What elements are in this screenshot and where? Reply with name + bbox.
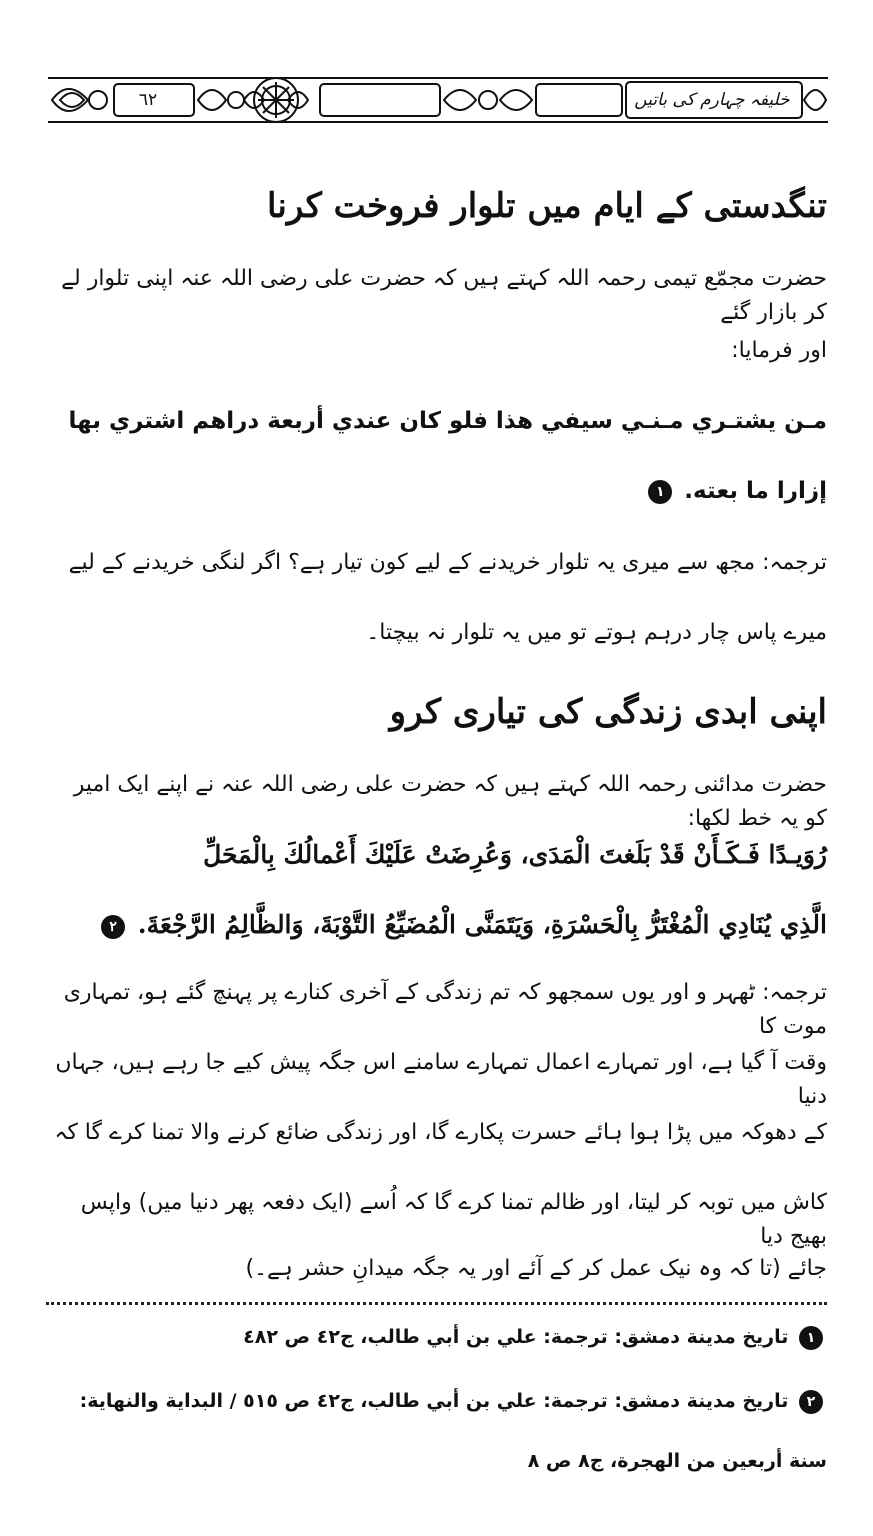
medallion-icon [244, 78, 308, 122]
section-1-heading: تنگدستی کے ایام میں تلوار فروخت کرنا [267, 186, 827, 226]
section-1-translation-line-1: ترجمہ: مجھ سے میری یہ تلوار خریدنے کے لیے کون تیار ہے؟ اگر لنگی خریدنے کے لیے [68, 550, 827, 575]
knot-left-icon [52, 89, 107, 111]
arabic-text: الَّذِي يُنَادِي الْمُغْتَرُّ بِالْحَسْرَةِ، وَيَتَمَنَّى الْمُضَيِّعُ التَّوْبَةَ، وَالظَّالِمُ الرَّجْعَةَ. [137, 910, 827, 939]
section-2-arabic-line-2 [46, 906, 827, 944]
running-title: خلیفہ چہارم کی باتیں [634, 90, 790, 110]
footnote-marker-2: ٢ [101, 915, 125, 939]
footnote-1-text: تاريخ مدينة دمشق: ترجمة: علي بن أبي طالب، ج٤٢ ص ٤٨٢ [243, 1326, 789, 1348]
section-2-translation-line-2: وقت آ گیا ہے، اور تمہارے اعمال تمہارے سامنے اس جگہ پیش کیے جا رہے ہیں، جہاں دنیا [55, 1050, 827, 1109]
section-2-translation-line-3: کے دھوکہ میں پڑا ہوا ہائے حسرت پکارے گا، اور زندگی ضائع کرنے والا تمنا کرے گا کہ [54, 1120, 827, 1145]
arabic-text: إزارا ما بعته. [684, 478, 827, 504]
section-2-heading: اپنی ابدی زندگی کی تیاری کرو [389, 692, 827, 732]
page-number: ٦٢ [138, 90, 158, 110]
footnote-1 [46, 1322, 827, 1352]
footnote-1-marker: ١ [799, 1326, 823, 1350]
section-1-translation-line-2: میرے پاس چار درہم ہوتے تو میں یہ تلوار نہ بیچتا۔ [366, 620, 827, 645]
section-2-translation-line-5: جائے (تا کہ وہ نیک عمل کر کے آئے اور یہ جگہ میدانِ حشر ہے۔) [245, 1256, 827, 1281]
section-2-intro-line-1: حضرت مدائنی رحمہ اللہ کہتے ہیں کہ حضرت علی رضی اللہ عنہ نے اپنے ایک امیر کو یہ خط لکھا: [73, 772, 827, 831]
section-1-intro-line-2: اور فرمایا: [731, 338, 827, 363]
section-1-arabic-line-2 [46, 474, 827, 508]
section-1-arabic-line-1: مـن يشتـري مـنـي سيفي هذا فلو كان عندي أربعة دراهم اشتري بها [68, 408, 827, 434]
footnote-2 [46, 1386, 827, 1416]
footnote-2-marker: ٢ [799, 1390, 823, 1414]
section-2-arabic-line-1: رُوَيـدًا فَـكَـأَنْ قَدْ بَلَغتَ الْمَدَى، وَعُرِضَتْ عَلَيْكَ أَعْمالُكَ بِالْمَحَلِّ [203, 840, 827, 869]
section-2-translation-line-1: ترجمہ: ٹھہر و اور یوں سمجھو کہ تم زندگی کے آخری کنارے پر پہنچ گئے ہو، تمہاری موت کا [63, 980, 827, 1039]
footnote-marker-1: ١ [648, 480, 672, 504]
footnote-divider [46, 1302, 827, 1305]
section-1-intro-line-1: حضرت مجمّع تیمی رحمہ اللہ کہتے ہیں کہ حضرت علی رضی اللہ عنہ اپنی تلوار لے کر بازار گئے [61, 266, 827, 325]
section-2-translation-line-4: کاش میں توبہ کر لیتا، اور ظالم تمنا کرے گا کہ اُسے (ایک دفعہ پھر دنیا میں) واپس بھیج دیا [80, 1190, 827, 1249]
footnote-2-continuation: سنة أربعين من الهجرة، ج٨ ص ٨ [527, 1450, 827, 1472]
footnote-2-text: تاريخ مدينة دمشق: ترجمة: علي بن أبي طالب، ج٤٢ ص ٥١٥ / البداية والنهاية: [79, 1390, 789, 1412]
knot-right-icon [804, 90, 826, 110]
